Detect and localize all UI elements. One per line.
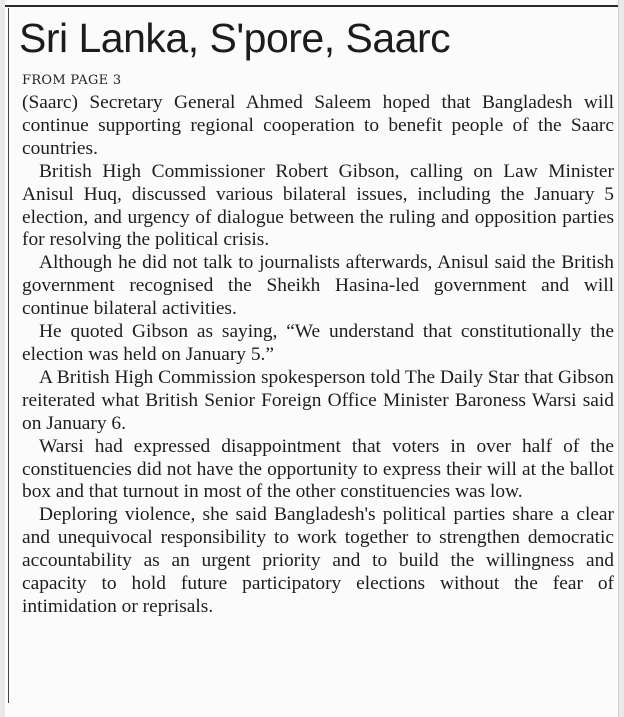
- paragraph: Warsi had expressed disappointment that voters in over half of the constituencies did not have the opportunity to express their will at the ballot box and that turnout in most of the other constituencies was low.: [22, 435, 614, 503]
- article-body: [22, 92, 614, 619]
- paragraph: A British High Commission spokesperson told The Daily Star that Gibson reiterated what British Senior Foreign Office Minister Baroness Warsi said on January 6.: [22, 366, 614, 434]
- continuation-label: FROM PAGE 3: [22, 73, 122, 88]
- paragraph: Although he did not talk to journalists afterwards, Anisul said the British government recognised the Sheikh Hasina-led government and will continue bilateral activities.: [22, 252, 614, 320]
- top-rule: [5, 5, 618, 7]
- newspaper-clipping: [5, 0, 619, 717]
- paragraph: (Saarc) Secretary General Ahmed Saleem hoped that Bangladesh will continue supporting regional cooperation to benefit people of the Saarc countries.: [22, 92, 614, 159]
- paragraph: Deploring violence, she said Bangladesh's political parties share a clear and unequivocal responsibility to work together to strengthen democratic accountability as an urgent priority and to build the willingness and capacity to hold future participatory elections without the fear of intimidation or reprisals.: [22, 504, 614, 617]
- headline: Sri Lanka, S'pore, Saarc: [19, 15, 451, 61]
- paragraph: He quoted Gibson as saying, “We understand that constitutionally the election was held on January 5.”: [22, 321, 614, 365]
- paragraph: British High Commissioner Robert Gibson, calling on Law Minister Anisul Huq, discussed various bilateral issues, including the January 5 election, and urgency of dialogue between the ruling and opposition parties for resolving the political crisis.: [22, 160, 614, 251]
- column-rule: [8, 8, 9, 703]
